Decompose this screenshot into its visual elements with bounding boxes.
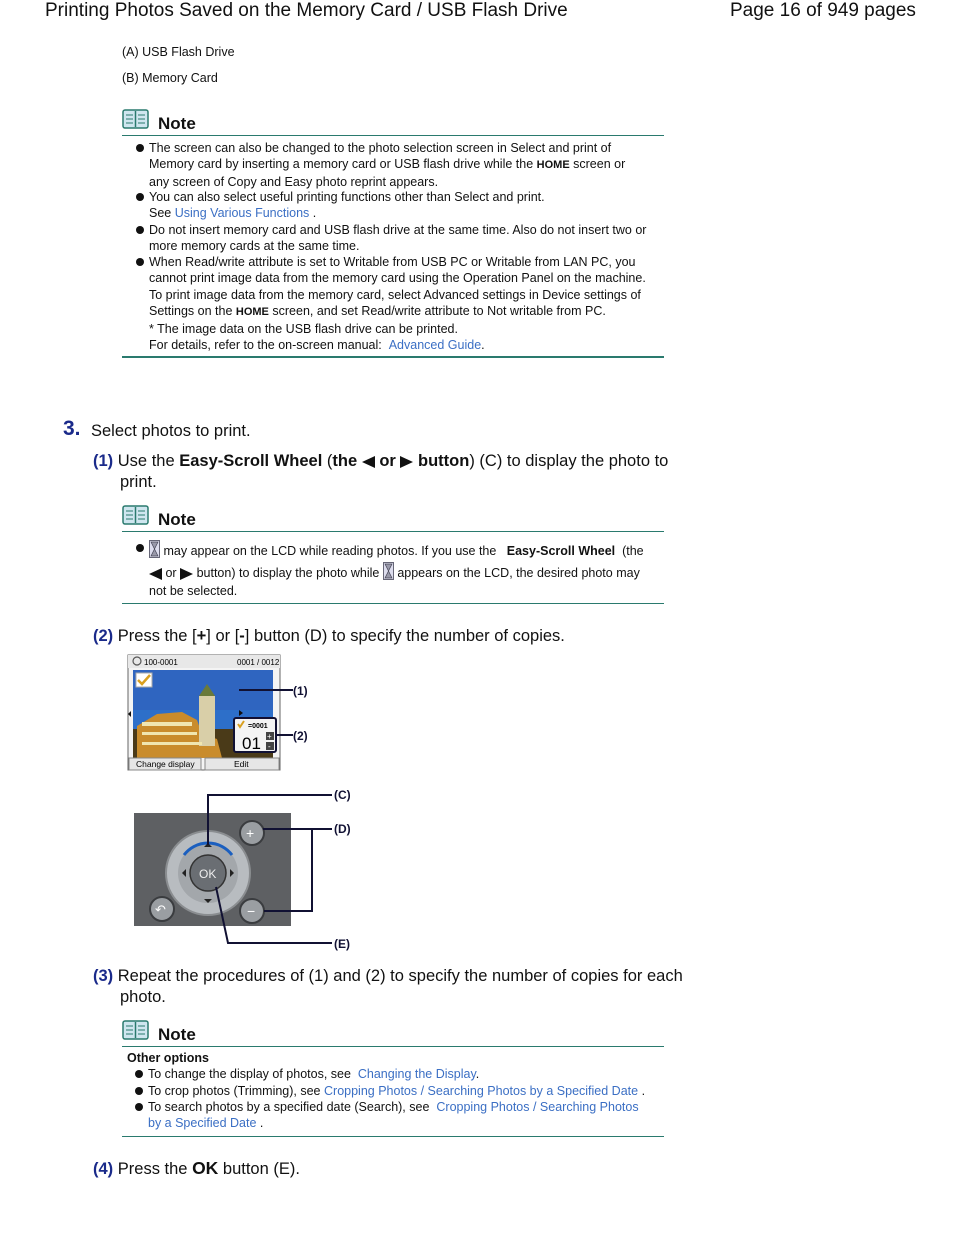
note1-bullet-1: The screen can also be changed to the photo selection screen in Select and print of Memory card by inserting a memory card or USB flash drive while the HOME screen or any screen of Copy and Easy photo reprint appears. — [149, 140, 659, 190]
callout-1: (1) — [293, 684, 308, 698]
note-header — [122, 505, 664, 532]
lcd-copies-small: =0001 — [248, 723, 268, 730]
note-divider — [122, 356, 664, 358]
lcd-screen-illustration — [127, 654, 327, 772]
lcd-copies: 01 — [242, 734, 261, 753]
note-label: Note — [158, 114, 196, 133]
lcd-counter: 0001 / 0012 — [237, 658, 280, 667]
note-divider — [122, 603, 664, 604]
note3-title: Other options — [127, 1051, 209, 1065]
lcd-folder: 100-0001 — [144, 658, 178, 667]
note2-bullet: may appear on the LCD while reading photos. If you use the Easy-Scroll Wheel (the or button) to display the photo while appears on the LCD, the desired photo may — [149, 540, 659, 584]
home-label: HOME — [536, 159, 570, 172]
ok-button-label: OK — [199, 867, 217, 881]
callout-c: (C) — [334, 788, 351, 802]
substep-1: (1) Use the Easy-Scroll Wheel (the or button) (C) to display the photo to print. — [93, 452, 669, 491]
hourglass-icon — [149, 540, 160, 558]
note-book-icon — [122, 505, 149, 525]
note-label: Note — [158, 510, 196, 529]
callout-2: (2) — [293, 729, 308, 743]
back-icon: ↶ — [155, 903, 166, 918]
link-searching-photos[interactable]: Cropping Photos / Searching Photos — [436, 1100, 639, 1114]
svg-text:+: + — [267, 732, 272, 741]
note1-bullet-3: Do not insert memory card and USB flash drive at the same time. Also do not insert two or more memory cards at the same time. — [149, 222, 659, 255]
note-header — [122, 1020, 664, 1047]
note-book-icon — [122, 109, 149, 129]
minus-button-label: − — [247, 903, 256, 919]
link-using-various-functions[interactable]: Using Various Functions — [174, 206, 310, 221]
substep-2: (2) Press the [+] or [-] button (D) to specify the number of copies. — [93, 627, 565, 645]
note1-bullet-2: You can also select useful printing functions other than Select and print. See Using Various Functions . — [149, 189, 659, 222]
left-arrow-icon — [362, 456, 375, 468]
label-a: (A) USB Flash Drive — [122, 45, 235, 59]
lcd-change-display-button: Change display — [136, 759, 195, 769]
plus-button-label: + — [246, 825, 255, 841]
callout-d: (D) — [334, 822, 351, 836]
note1-bullet-4: When Read/write attribute is set to Writable from USB PC or Writable from LAN PC, you cannot print image data from the memory card using the Operation Panel on the machine. To print image data from the memory card, select Advanced settings in Device settings of Settings on the HOME screen, and set Read/write attribute to Not writable from PC. * The image data on the USB flash drive can be printed. For details, refer to the on-screen manual: Advanced Guide. — [149, 254, 659, 353]
link-advanced-guide[interactable]: Advanced Guide — [388, 338, 482, 353]
hourglass-icon — [383, 562, 394, 580]
operation-panel-illustration — [132, 783, 362, 953]
left-arrow-icon — [149, 568, 162, 580]
substep-4: (4) Press the OK button (E). — [93, 1158, 300, 1178]
note-label: Note — [158, 1025, 196, 1044]
svg-text:-: - — [268, 742, 271, 751]
note-divider — [122, 1136, 664, 1137]
note3-bullet-3: To search photos by a specified date (Search), see Cropping Photos / Searching Photos by a Specified Date . — [148, 1099, 658, 1132]
step-number: 3. — [63, 417, 81, 440]
link-changing-display[interactable]: Changing the Display — [357, 1067, 476, 1081]
link-cropping-photos[interactable]: Cropping Photos / Searching Photos by a Specified Date — [324, 1084, 639, 1098]
note-book-icon — [122, 1020, 149, 1040]
note-header — [122, 109, 664, 136]
note2-bullet-cont: not be selected. — [149, 584, 238, 598]
note3-bullet-2: To crop photos (Trimming), see Cropping Photos / Searching Photos by a Specified Date . — [148, 1083, 668, 1099]
step-text: Select photos to print. — [91, 422, 251, 440]
callout-e: (E) — [334, 937, 350, 951]
note3-bullet-1: To change the display of photos, see Changing the Display. — [148, 1066, 648, 1082]
page-title: Printing Photos Saved on the Memory Card / USB Flash Drive — [45, 0, 568, 21]
right-arrow-icon — [400, 456, 413, 468]
page-number: Page 16 of 949 pages — [730, 0, 916, 21]
right-arrow-icon — [180, 568, 193, 580]
label-b: (B) Memory Card — [122, 71, 218, 85]
link-by-specified-date[interactable]: by a Specified Date — [148, 1116, 257, 1131]
substep-3: (3) Repeat the procedures of (1) and (2) to specify the number of copies for each photo. — [93, 967, 683, 1006]
lcd-edit-button: Edit — [234, 759, 249, 769]
